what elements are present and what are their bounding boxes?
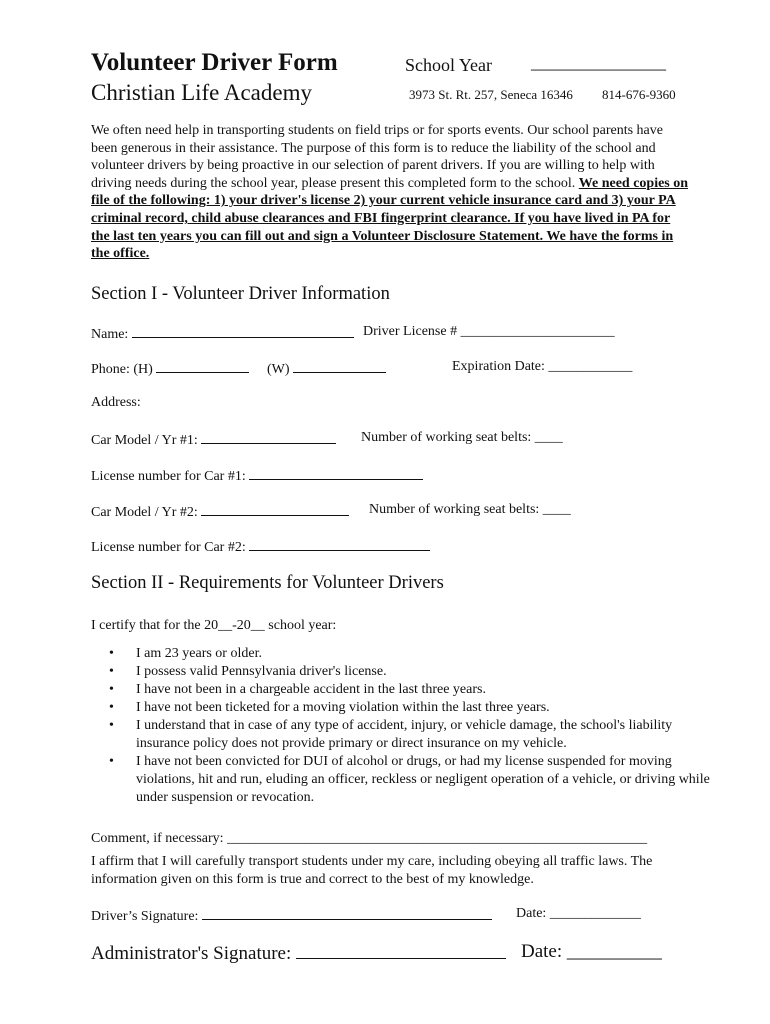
admin-signature-field[interactable]: [296, 941, 506, 959]
name-field[interactable]: [132, 324, 354, 338]
comment-label: Comment, if necessary:: [91, 831, 224, 846]
driver-date-label: Date:: [516, 906, 547, 921]
phone-home-row: [91, 359, 249, 378]
phone-home-label: Phone: (H): [91, 362, 153, 377]
form-title: Volunteer Driver Form: [91, 49, 338, 76]
list-item: • I have not been ticketed for a moving violation within the last three years.: [136, 699, 726, 717]
license-car1-field[interactable]: [249, 466, 423, 480]
list-item: • I possess valid Pennsylvania driver's license.: [136, 663, 726, 681]
admin-signature-row: [91, 941, 506, 965]
list-item: • I have not been in a chargeable accident in the last three years.: [136, 681, 726, 699]
license-car2-field[interactable]: [249, 537, 430, 551]
phone-home-field[interactable]: [156, 359, 249, 373]
seatbelts2-field[interactable]: ____: [542, 502, 571, 517]
school-year-field[interactable]: _______________: [531, 52, 666, 72]
driver-signature-row: [91, 906, 492, 925]
license-row: [363, 324, 615, 340]
driver-date-row: [516, 906, 641, 922]
license-car1-row: [91, 466, 423, 485]
certify-statement: I certify that for the 20__-20__ school year:: [91, 618, 337, 633]
car1-field[interactable]: [201, 430, 336, 444]
affirm-statement: I affirm that I will carefully transport students under my care, including obeying all traffic laws. The information given on this form is true and correct to the best of my knowledge.: [91, 854, 653, 887]
address-label: Address:: [91, 395, 141, 410]
car2-label: Car Model / Yr #2:: [91, 505, 198, 520]
comment-row: [91, 831, 647, 847]
license-car1-label: License number for Car #1:: [91, 469, 246, 484]
intro-text: We often need help in transporting students on field trips or for sports events. Our school parents have been generous in their assistance. The purpose of this form is to reduce the liability of the school and volunteer drivers by being proactive in our selection of parent drivers. If you are willing to help with driving needs during the school year, please present this completed form to the school.: [91, 123, 663, 191]
comment-field[interactable]: ____________________________________________________________: [227, 831, 648, 846]
list-item: • I have not been convicted for DUI of alcohol or drugs, or had my license suspended for moving violations, hit and run, eluding an officer, reckless or negligent operation of a vehicle, or driving while under suspension or revocation.: [136, 753, 726, 807]
admin-signature-label: Administrator's Signature:: [91, 943, 292, 964]
name-row: [91, 324, 354, 343]
license-car2-row: [91, 537, 430, 556]
admin-date-row: [521, 941, 662, 963]
car2-field[interactable]: [201, 502, 349, 516]
phone-work-field[interactable]: [293, 359, 386, 373]
section2-heading: Section II - Requirements for Volunteer Drivers: [91, 573, 444, 593]
car2-row: [91, 502, 349, 521]
school-year-label: School Year: [405, 55, 493, 75]
seatbelts1-row: [361, 430, 563, 446]
seatbelts1-field[interactable]: ____: [534, 430, 563, 445]
requirements-list: [91, 645, 726, 807]
driver-license-field[interactable]: ______________________: [460, 324, 615, 339]
admin-date-field[interactable]: __________: [566, 941, 662, 962]
seatbelts1-label: Number of working seat belts:: [361, 430, 532, 445]
driver-signature-field[interactable]: [202, 906, 492, 920]
driver-date-field[interactable]: _____________: [549, 906, 641, 921]
section1-heading: Section I - Volunteer Driver Information: [91, 284, 390, 304]
intro-paragraph: [91, 122, 691, 263]
driver-signature-label: Driver’s Signature:: [91, 909, 199, 924]
car1-label: Car Model / Yr #1:: [91, 433, 198, 448]
list-item: • I am 23 years or older.: [136, 645, 726, 663]
expiration-label: Expiration Date:: [452, 359, 545, 374]
phone-work-row: [267, 359, 386, 378]
admin-date-label: Date:: [521, 941, 563, 962]
driver-license-label: Driver License #: [363, 324, 458, 339]
name-label: Name:: [91, 327, 129, 342]
intro-required-documents: We need copies on file of the following: 1) your driver's license 2) your current vehicle insurance card and 3) your PA criminal record, child abuse clearances and FBI fingerprint clearance. If you have lived in PA for the last ten years you can fill out and sign a Volunteer Disclosure Statement. We have the forms in the office.: [91, 175, 689, 262]
school-address: 3973 St. Rt. 257, Seneca 16346: [409, 87, 573, 102]
school-phone: 814-676-9360: [602, 87, 676, 102]
expiration-field[interactable]: ____________: [548, 359, 633, 374]
seatbelts2-row: [369, 502, 571, 518]
phone-work-label: (W): [267, 362, 290, 377]
car1-row: [91, 430, 336, 449]
school-name: Christian Life Academy: [91, 80, 312, 105]
seatbelts2-label: Number of working seat belts:: [369, 502, 540, 517]
license-car2-label: License number for Car #2:: [91, 540, 246, 555]
expiration-row: [452, 359, 632, 375]
list-item: • I understand that in case of any type of accident, injury, or vehicle damage, the school's liability insurance policy does not provide primary or direct insurance on my vehicle.: [136, 717, 726, 753]
